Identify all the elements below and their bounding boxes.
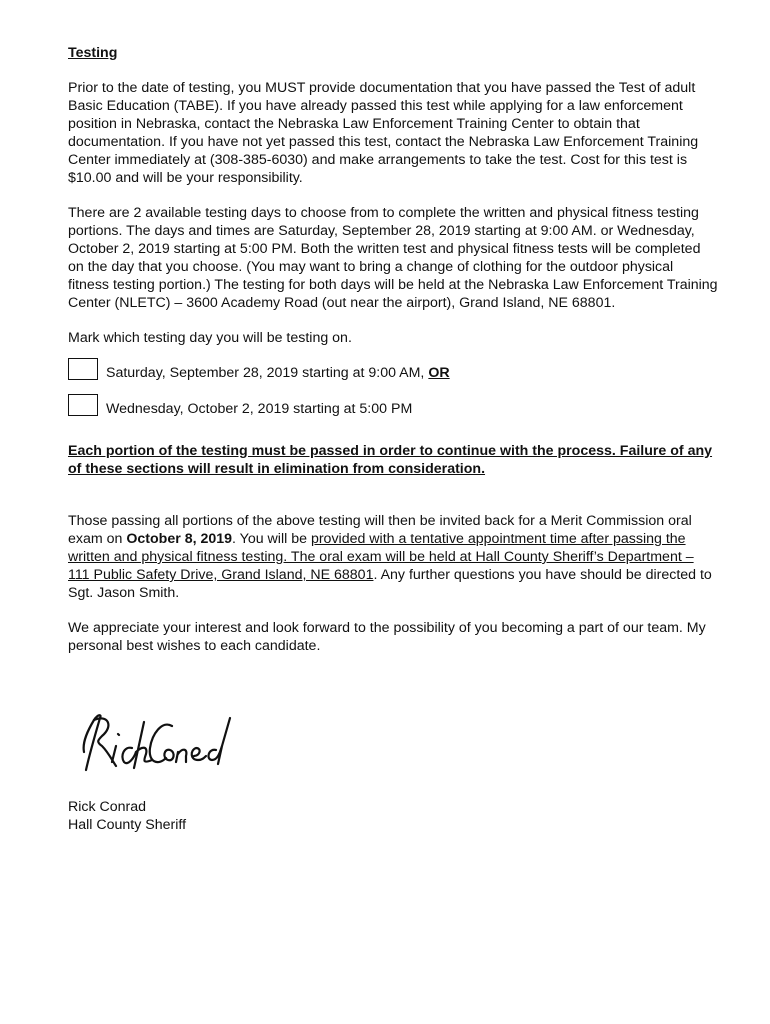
closing-paragraph: We appreciate your interest and look forward to the possibility of you becoming a part of our team. My personal best wishes to each candidate. [68, 620, 706, 654]
signer-block [68, 798, 186, 834]
oral-exam-text-3: . Any further questions you have should be directed to Sgt. Jason Smith. [68, 567, 712, 601]
letter-body [68, 44, 718, 672]
oral-exam-paragraph [68, 512, 718, 602]
tabe-paragraph: Prior to the date of testing, you MUST provide documentation that you have passed the Test of adult Basic Education (TABE). If you have already passed this test while applying for a law enforcement position in Nebraska, contact the Nebraska Law Enforcement Training Center to obtain that documentation. If you have not yet passed this test, contact the Nebraska Law Enforcement Training Center immediately at (308-385-6030) and make arrangements to take the test. Cost for this test is $10.00 and will be your responsibility. [68, 80, 699, 186]
testing-days-paragraph: There are 2 available testing days to choose from to complete the written and physical fitness testing portions. The days and times are Saturday, September 28, 2019 starting at 9:00 AM. or Wednesday, October 2, 2019 starting at 5:00 PM. Both the written test and physical fitness tests will be completed on the day that you choose. (You may want to bring a change of clothing for the outdoor physical fitness testing portion.) The testing for both days will be held at the Nebraska Law Enforcement Training Center (NLETC) – 3600 Academy Road (out near the airport), Grand Island, NE 68801. [68, 205, 718, 311]
checkbox-saturday[interactable] [68, 358, 98, 380]
signature-text: Rick Conrad [72, 712, 78, 713]
signature [72, 712, 242, 778]
oral-exam-text-2: . You will be [232, 531, 311, 547]
option-saturday[interactable] [68, 364, 718, 394]
checkbox-wednesday[interactable] [68, 394, 98, 416]
option-saturday-text: Saturday, September 28, 2019 starting at 9:00 AM, [106, 365, 425, 381]
elimination-warning: Each portion of the testing must be passed in order to continue with the process. Failure of any of these sections will result in elimination from consideration. [68, 443, 713, 477]
section-heading: Testing [68, 45, 118, 61]
or-label: OR [428, 365, 450, 381]
oral-exam-date: October 8, 2019 [126, 531, 233, 547]
oral-exam-text-1: Those passing all portions of the above testing will then be invited back for a Merit Commission oral exam on [68, 513, 692, 547]
option-saturday-label [106, 364, 450, 382]
option-wednesday[interactable] [68, 400, 718, 430]
option-wednesday-label: Wednesday, October 2, 2019 starting at 5:00 PM [106, 401, 413, 417]
signer-name: Rick Conrad [68, 799, 147, 815]
signer-title: Hall County Sheriff [68, 817, 187, 833]
mark-prompt: Mark which testing day you will be testing on. [68, 330, 352, 346]
oral-exam-location: provided with a tentative appointment time after passing the written and physical fitness testing. The oral exam will be held at Hall County Sheriff’s Department – 111 Public Safety Drive, Grand Island, NE 68801 [68, 531, 694, 583]
